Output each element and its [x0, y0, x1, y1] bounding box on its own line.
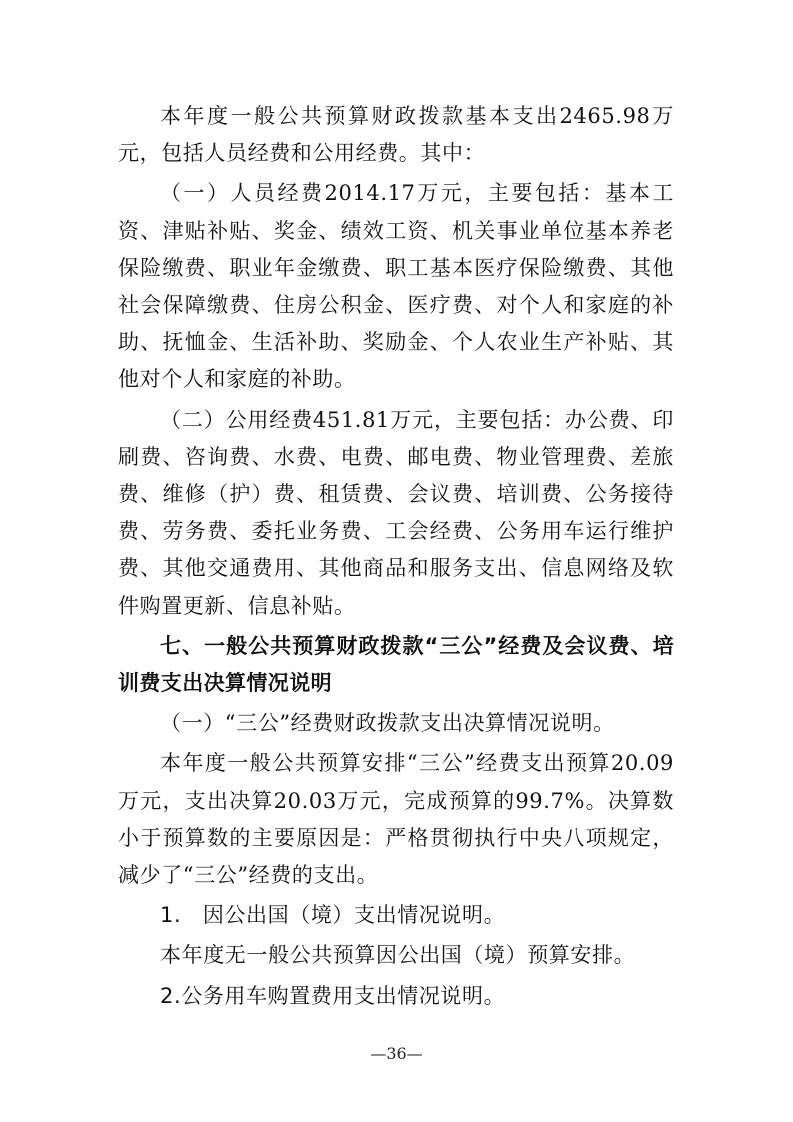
subheading-three-public-expenses: （一）“三公”经费财政拨款支出决算情况说明。 [160, 711, 615, 736]
paragraph-personnel-expenses: （一）人员经费2014.17万元，主要包括：基本工资、津贴补贴、奖金、绩效工资、机关事业单位基本养老保险缴费、职业年金缴费、职工基本医疗保险缴费、其他社会保障缴费、住房公积金、医疗费、对个人和家庭的补助、抚恤金、生活补助、奖励金、个人农业生产补贴、其他对个人和家庭的补助。 [118, 181, 674, 392]
paragraph-no-overseas-budget: 本年度无一般公共预算因公出国（境）预算安排。 [160, 943, 636, 968]
item-vehicle-purchase: 2.公务用车购置费用支出情况说明。 [160, 983, 506, 1008]
document-body [118, 98, 674, 1015]
paragraph-public-expenses: （二）公用经费451.81万元，主要包括：办公费、印刷费、咨询费、水费、电费、邮电费、物业管理费、差旅费、维修（护）费、租赁费、会议费、培训费、公务接待费、劳务费、委托业务费、工会经费、公务用车运行维护费、其他交通费用、其他商品和服务支出、信息网络及软件购置更新、信息补贴。 [118, 407, 674, 618]
page-number: —36— [370, 1044, 423, 1063]
paragraph-basic-expenditure: 本年度一般公共预算财政拨款基本支出2465.98万元，包括人员经费和公用经费。其中： [118, 104, 674, 166]
section-heading-seven: 七、一般公共预算财政拨款“三公”经费及会议费、培训费支出决算情况说明 [118, 633, 674, 696]
paragraph-three-public-budget: 本年度一般公共预算安排“三公”经费支出预算20.09万元，支出决算20.03万元，完成预算的99.7%。决算数小于预算数的主要原因是：严格贯彻执行中央八项规定，减少了“三公”经费的支出。 [118, 751, 674, 888]
item-overseas-travel: 1. 因公出国（境）支出情况说明。 [160, 903, 506, 928]
